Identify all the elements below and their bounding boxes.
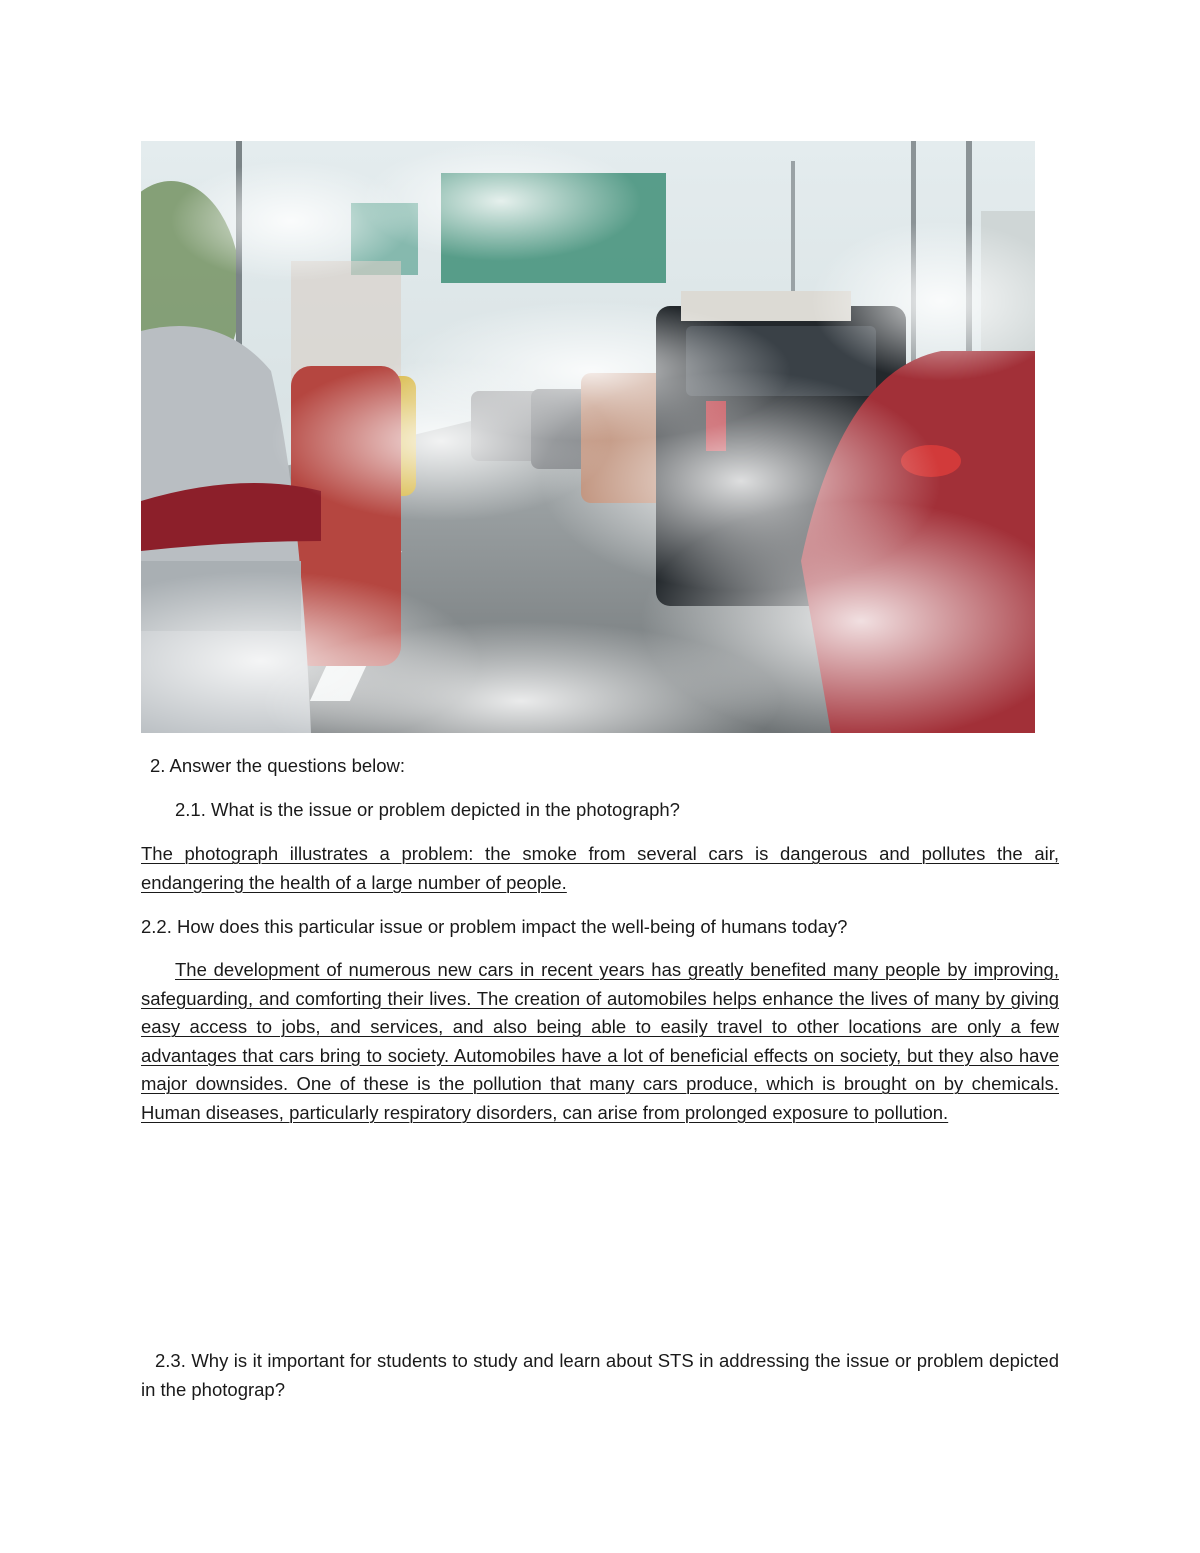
question-2-3	[141, 1347, 1059, 1404]
answer-2-2-text: The development of numerous new cars in recent years has greatly benefited many people by improving, safeguarding, and comforting their lives. The creation of automobiles helps enhance the lives of many by giving easy access to jobs, and services, and also being able to easily travel to other locations are only a few advantages that cars bring to society. Automobiles have a lot of beneficial effects on society, but they also have major downsides. One of these is the pollution that many cars produce, which is brought on by chemicals. Human diseases, particularly respiratory disorders, can arise from prolonged exposure to pollution.	[141, 959, 1059, 1123]
question-2-1: 2.1. What is the issue or problem depicted in the photograph?	[175, 799, 680, 820]
answer-2-2	[141, 956, 1059, 1127]
question-2-2: 2.2. How does this particular issue or problem impact the well-being of humans today?	[141, 916, 848, 937]
answer-2-1: The photograph illustrates a problem: the smoke from several cars is dangerous and pollutes the air, endangering the health of a large number of people.	[141, 843, 1059, 893]
photo-illustration	[141, 141, 1035, 733]
question-2-3-text: 2.3. Why is it important for students to study and learn about STS in addressing the issue or problem depicted in the photograp?	[141, 1350, 1059, 1400]
traffic-smoke-photo	[141, 141, 1035, 733]
section-heading: 2. Answer the questions below:	[150, 755, 406, 776]
